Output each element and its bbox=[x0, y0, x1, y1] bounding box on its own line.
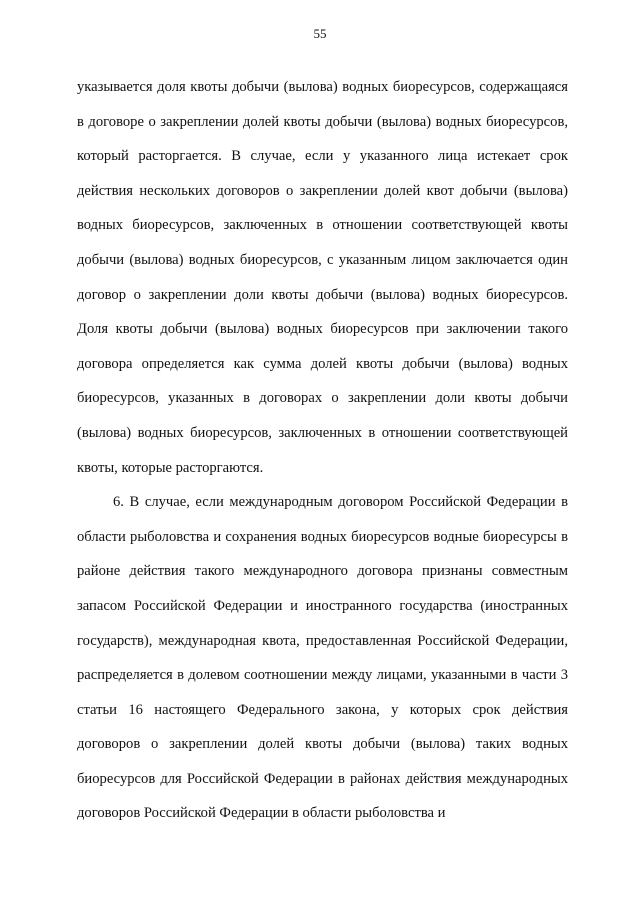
page-number: 55 bbox=[313, 26, 327, 41]
paragraph-continuation: указывается доля квоты добычи (вылова) водных биоресурсов, содержащаяся в договоре о закреплении долей квоты добычи (вылова) водных биоресурсов, который расторгается. В случае, если у указанного лица истекает срок действия нескольких договоров о закреплении долей квот добычи (вылова) водных биоресурсов, заключенных в отношении соответствующей квоты добычи (вылова) водных биоресурсов, с указанным лицом заключается один договор о закреплении доли квоты добычи (вылова) водных биоресурсов. Доля квоты добычи (вылова) водных биоресурсов при заключении такого договора определяется как сумма долей квоты добычи (вылова) водных биоресурсов, указанных в договорах о закреплении доли квоты добычи (вылова) водных биоресурсов, заключенных в отношении соответствующей квоты, которые расторгаются. bbox=[77, 79, 568, 476]
paragraph-item-6: 6. В случае, если международным договором Российской Федерации в области рыболовства и сохранения водных биоресурсов водные биоресурсы в районе действия такого международного договора признаны совместным запасом Российской Федерации и иностранного государства (иностранных государств), международная квота, предоставленная Российской Федерации, распределяется в долевом соотношении между лицами, указанными в части 3 статьи 16 настоящего Федерального закона, у которых срок действия договоров о закреплении долей квоты добычи (вылова) таких водных биоресурсов для Российской Федерации в районах действия международных договоров Российской Федерации в области рыболовства и bbox=[77, 494, 568, 822]
body-text bbox=[77, 70, 568, 831]
